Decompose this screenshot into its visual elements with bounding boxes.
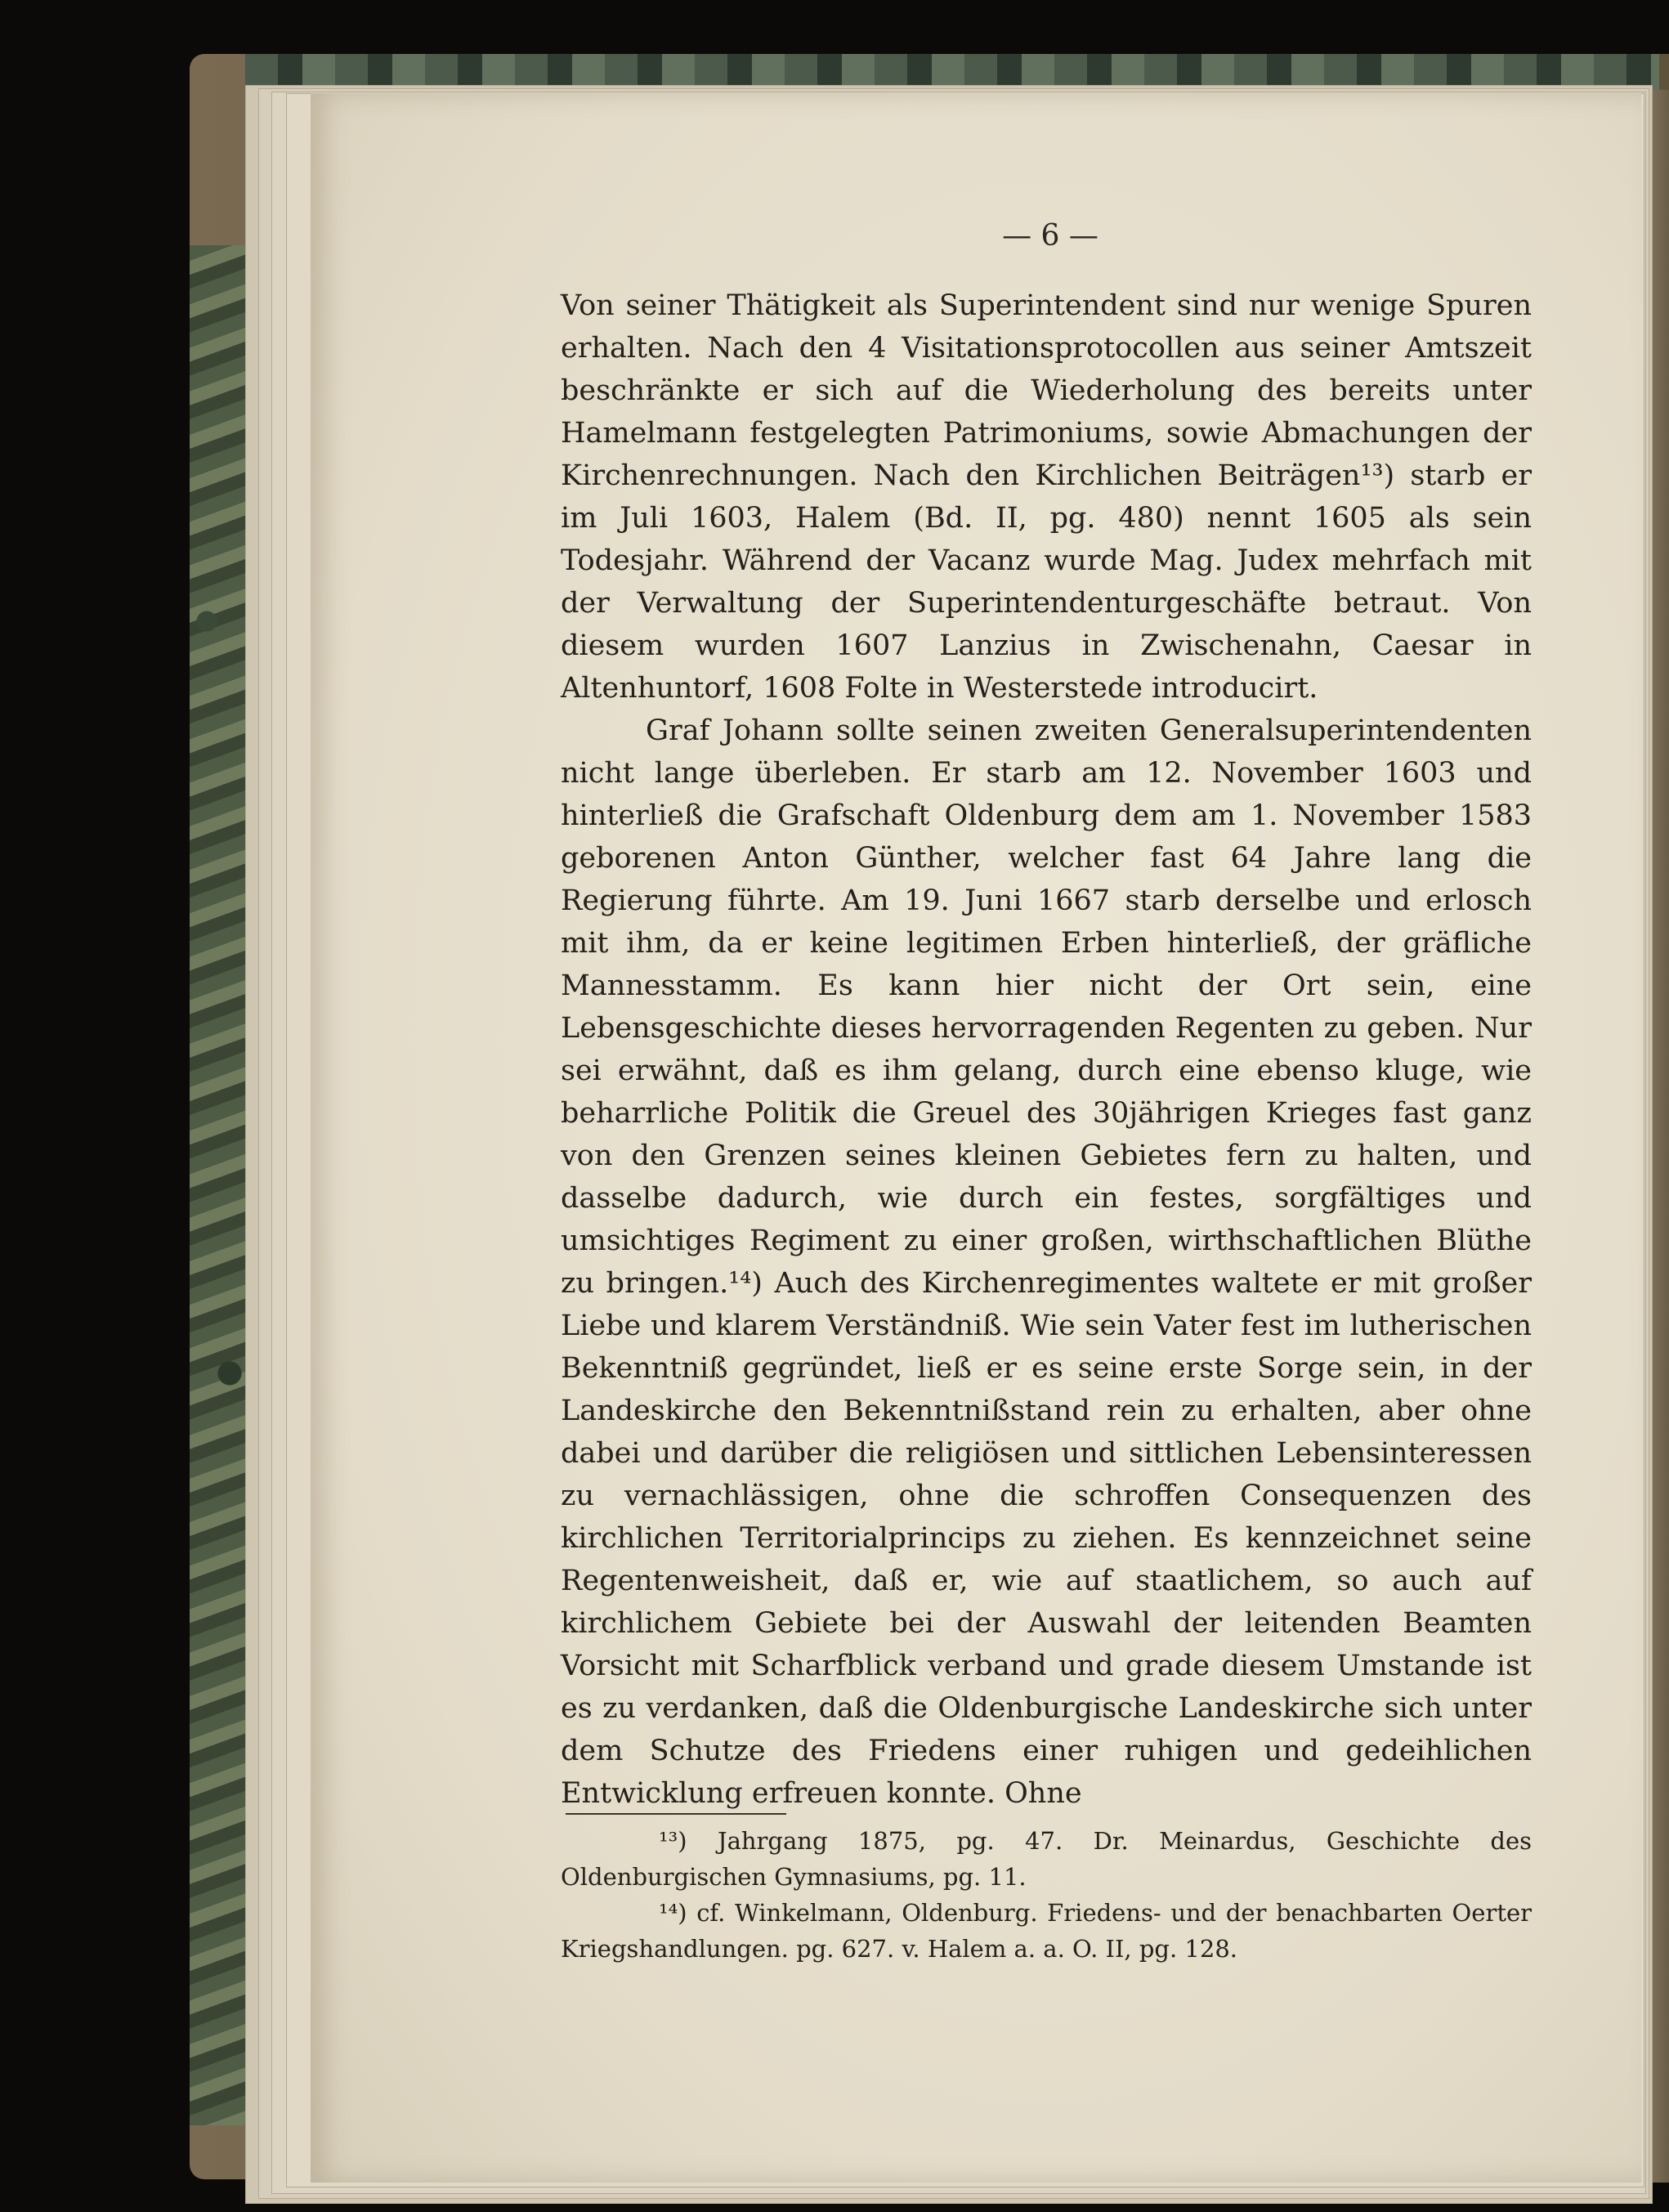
footnotes bbox=[561, 1823, 1532, 1967]
paragraph: Von seiner Thätigkeit als Superintendent sind nur wenige Spuren erhalten. Nach den 4 Visitationsprotocollen aus seiner Amtszeit beschränkte er sich auf die Wiederholung des bereits unter Hamelmann festgelegten Patrimoniums, sowie Abmachungen der Kirchenrechnungen. Nach den Kirchlichen Beiträgen¹³) starb er im Juli 1603, Halem (Bd. II, pg. 480) nennt 1605 als sein Todesjahr. Während der Vacanz wurde Mag. Judex mehrfach mit der Verwaltung der Superintendenturgeschäfte betraut. Von diesem wurden 1607 Lanzius in Zwischenahn, Caesar in Altenhuntorf, 1608 Folte in Westerstede introducirt. bbox=[561, 289, 1532, 705]
page-number: — 6 — bbox=[1002, 219, 1098, 253]
footnote: ¹⁴) cf. Winkelmann, Oldenburg. Friedens- und der benachbarten Oerter Kriegshandlungen. pg. 627. v. Halem a. a. O. II, pg. 128. bbox=[561, 1899, 1532, 1963]
footnote: ¹³) Jahrgang 1875, pg. 47. Dr. Meinardus, Geschichte des Oldenburgischen Gymnasiums, pg. 11. bbox=[561, 1827, 1532, 1891]
main-text bbox=[561, 284, 1532, 1815]
book-binding bbox=[190, 245, 250, 2125]
footnote-divider bbox=[566, 1813, 786, 1815]
paragraph: Graf Johann sollte seinen zweiten Generalsuperintendenten nicht lange überleben. Er starb am 12. November 1603 und hinterließ die Grafschaft Oldenburg dem am 1. November 1583 geborenen Anton Günther, welcher fast 64 Jahre lang die Regierung führte. Am 19. Juni 1667 starb derselbe und erlosch mit ihm, da er keine legitimen Erben hinterließ, der gräfliche Mannesstamm. Es kann hier nicht der Ort sein, eine Lebensgeschichte dieses hervorragenden Regenten zu geben. Nur sei erwähnt, daß es ihm gelang, durch eine ebenso kluge, wie beharrliche Politik die Greuel des 30jährigen Krieges fast ganz von den Grenzen seines kleinen Gebietes fern zu halten, und dasselbe dadurch, wie durch ein festes, sorgfältiges und umsichtiges Regiment zu einer großen, wirthschaftlichen Blüthe zu bringen.¹⁴) Auch des Kirchenregimentes waltete er mit großer Liebe und klarem Verständniß. Wie sein Vater fest im lutherischen Bekenntniß gegründet, ließ er es seine erste Sorge sein, in der Landeskirche den Bekenntnißstand rein zu erhalten, aber ohne dabei und darüber die religiösen und sittlichen Lebensinteressen zu vernachlässigen, ohne die schroffen Consequenzen des kirchlichen Territorialprincips zu ziehen. Es kennzeichnet seine Regentenweisheit, daß er, wie auf staatlichem, so auch auf kirchlichem Gebiete bei der Auswahl der leitenden Beamten Vorsicht mit Scharfblick verband und grade diesem Umstande ist es zu verdanken, daß die Oldenburgische Landeskirche sich unter dem Schutze des Friedens einer ruhigen und gedeihlichen Entwicklung erfreuen konnte. Ohne bbox=[561, 714, 1532, 1810]
